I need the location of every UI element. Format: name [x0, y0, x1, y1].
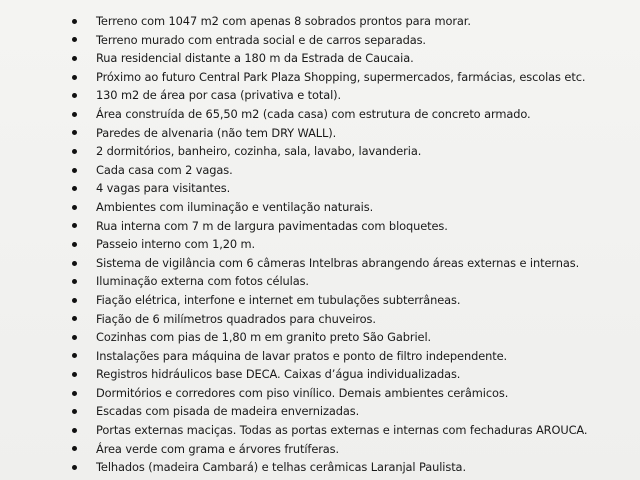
list-item: [72, 235, 632, 254]
list-item-text: Portas externas maciças. Todas as portas externas e internas com fechaduras AROUCA.: [96, 423, 588, 438]
list-item-text: Registros hidráulicos base DECA. Caixas d’água individualizadas.: [96, 367, 461, 382]
bullet-icon: [72, 409, 77, 414]
bullet-icon: [72, 56, 77, 61]
list-item: [72, 105, 632, 124]
bullet-icon: [72, 446, 77, 451]
list-item-text: Sistema de vigilância com 6 câmeras Intelbras abrangendo áreas externas e internas.: [96, 255, 580, 270]
bullet-icon: [72, 37, 77, 42]
list-item: [72, 179, 632, 198]
list-item: [72, 440, 632, 459]
list-item-text: Terreno com 1047 m2 com apenas 8 sobrados prontos para morar.: [96, 14, 471, 28]
bullet-icon: [72, 223, 77, 228]
list-item: [72, 291, 632, 310]
list-item: [72, 124, 632, 143]
list-item: [72, 347, 632, 366]
bullet-icon: [72, 372, 77, 377]
bullet-icon: [72, 19, 77, 24]
bullet-icon: [72, 205, 77, 210]
list-item: [72, 86, 632, 105]
list-item: [72, 31, 632, 50]
list-item-text: Fiação de 6 milímetros quadrados para chuveiros.: [96, 311, 376, 326]
feature-list: [72, 12, 632, 477]
list-item: [72, 384, 632, 403]
list-item-text: Fiação elétrica, interfone e internet em tubulações subterrâneas.: [96, 292, 461, 307]
bullet-icon: [72, 149, 77, 154]
list-item: [72, 310, 632, 329]
list-item: [72, 254, 632, 273]
list-item-text: Escadas com pisada de madeira envernizadas.: [96, 404, 360, 419]
list-item: [72, 68, 632, 87]
list-item-text: Paredes de alvenaria (não tem DRY WALL).: [96, 125, 337, 140]
list-item: [72, 198, 632, 217]
list-item-text: Iluminação externa com fotos células.: [96, 274, 309, 289]
list-item: [72, 272, 632, 291]
list-item-text: Área verde com grama e árvores frutíferas.: [96, 441, 340, 456]
bullet-icon: [72, 298, 77, 303]
list-item-text: Próximo ao futuro Central Park Plaza Shopping, supermercados, farmácias, escolas etc.: [96, 69, 586, 84]
bullet-icon: [72, 335, 77, 340]
bullet-icon: [72, 75, 77, 80]
list-item-text: Instalações para máquina de lavar pratos e ponto de filtro independente.: [96, 348, 508, 363]
list-item: [72, 217, 632, 236]
bullet-icon: [72, 279, 77, 284]
bullet-icon: [72, 93, 77, 98]
list-item-text: 2 dormitórios, banheiro, cozinha, sala, lavabo, lavanderia.: [96, 144, 422, 159]
list-item: [72, 328, 632, 347]
list-item-text: 4 vagas para visitantes.: [96, 181, 231, 196]
list-item-text: Terreno murado com entrada social e de carros separadas.: [96, 32, 426, 47]
list-item: [72, 12, 632, 31]
list-item-text: Rua residencial distante a 180 m da Estrada de Caucaia.: [96, 51, 414, 66]
list-item-text: 130 m2 de área por casa (privativa e total).: [96, 88, 342, 103]
list-item-text: Área construída de 65,50 m2 (cada casa) com estrutura de concreto armado.: [96, 106, 531, 121]
bullet-icon: [72, 112, 77, 117]
list-item: [72, 49, 632, 68]
bullet-icon: [72, 186, 77, 191]
bullet-icon: [72, 391, 77, 396]
list-item-text: Telhados (madeira Cambará) e telhas cerâmicas Laranjal Paulista.: [96, 460, 466, 475]
list-item: [72, 365, 632, 384]
list-item: [72, 142, 632, 161]
bullet-icon: [72, 316, 77, 321]
list-item-text: Cozinhas com pias de 1,80 m em granito preto São Gabriel.: [96, 330, 432, 345]
list-item-text: Dormitórios e corredores com piso vinílico. Demais ambientes cerâmicos.: [96, 385, 509, 400]
list-item: [72, 421, 632, 440]
list-item: [72, 161, 632, 180]
bullet-icon: [72, 428, 77, 433]
bullet-icon: [72, 353, 77, 358]
list-item-text: Ambientes com iluminação e ventilação naturais.: [96, 199, 374, 214]
bullet-icon: [72, 168, 77, 173]
bullet-icon: [72, 130, 77, 135]
bullet-icon: [72, 465, 77, 470]
list-item-text: Rua interna com 7 m de largura pavimentadas com bloquetes.: [96, 218, 448, 233]
bullet-icon: [72, 242, 77, 247]
bullet-icon: [72, 261, 77, 266]
list-item: [72, 458, 632, 477]
list-item: [72, 402, 632, 421]
list-item-text: Cada casa com 2 vagas.: [96, 162, 233, 177]
list-item-text: Passeio interno com 1,20 m.: [96, 237, 256, 252]
